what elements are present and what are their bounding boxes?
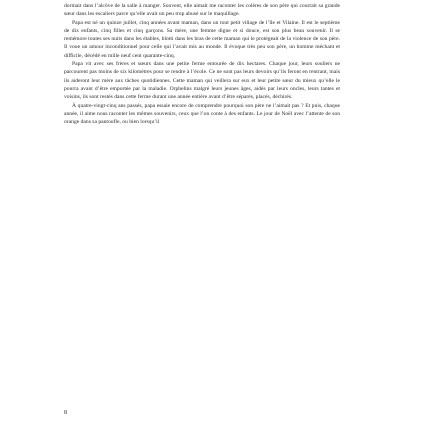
page-number: 8 — [64, 410, 67, 416]
paragraph-2: Papa est né un quinze juillet, cinq années avant maman, dans un tout petit village de l’île et Vilaine. Il est le septième de dix enfants, cinq filles et cinq garçons. Sa mère, une femme digne et si douce, est son plus beau souvenir. Il se remémore toutes ses nuits dans les étables, blotti dans les bras de cette maman qui le protégeait de la violence de son père. Il voue un amour inconditionnel pour celle qui l’avait mis au monde. Il évoque très peu son père, un homme méchant et difficile, décédé en mille neuf cent quarante-cinq. — [64, 19, 340, 59]
paragraph-1: dormait dans l’alcôve de la salle à manger. Souvent, elle aimait me raconter les colères de son père qui courrait sa grande sœur dans les escaliers parce qu’elle avait un peu trop abusé sur le maquillage. — [64, 3, 340, 18]
paragraph-3: Papa vit avec ses frères et sœurs dans une petite ferme entourée de dix hectares. Chaque jour, leurs souliers ne parcourent pas moins de six kilomètres pour se rendre à l’école. Ce ne sont pas leurs devoirs qu’ils feront en rentrant, mais ils aideront leur mère aux tâches quotidiennes. Cette maman qui veillera sur eux et leur petite sœur du mieux qu’elle le pourra avant d’être emportée par la maladie. Orphelins malgré leurs jeunes âges, aidés par leurs oncles, leurs tantes et voisins, ils sont restés dans cette ferme durant une année entière avant d’être séparés, placés, déchirés. — [64, 61, 340, 101]
text-column — [64, 2, 340, 126]
paragraph-4: À quatre-vingt-cinq ans passés, papa essaie encore de comprendre pourquoi son père ne l’aimait pas ? Et puis, chaque année, il aime nous raconter les mêmes souvenirs, ceux que l’on conte à des enfants. Le jour de Noël avec l’attente de son orange dans sa pantoufle, ou bien lorsqu’il — [64, 102, 340, 126]
